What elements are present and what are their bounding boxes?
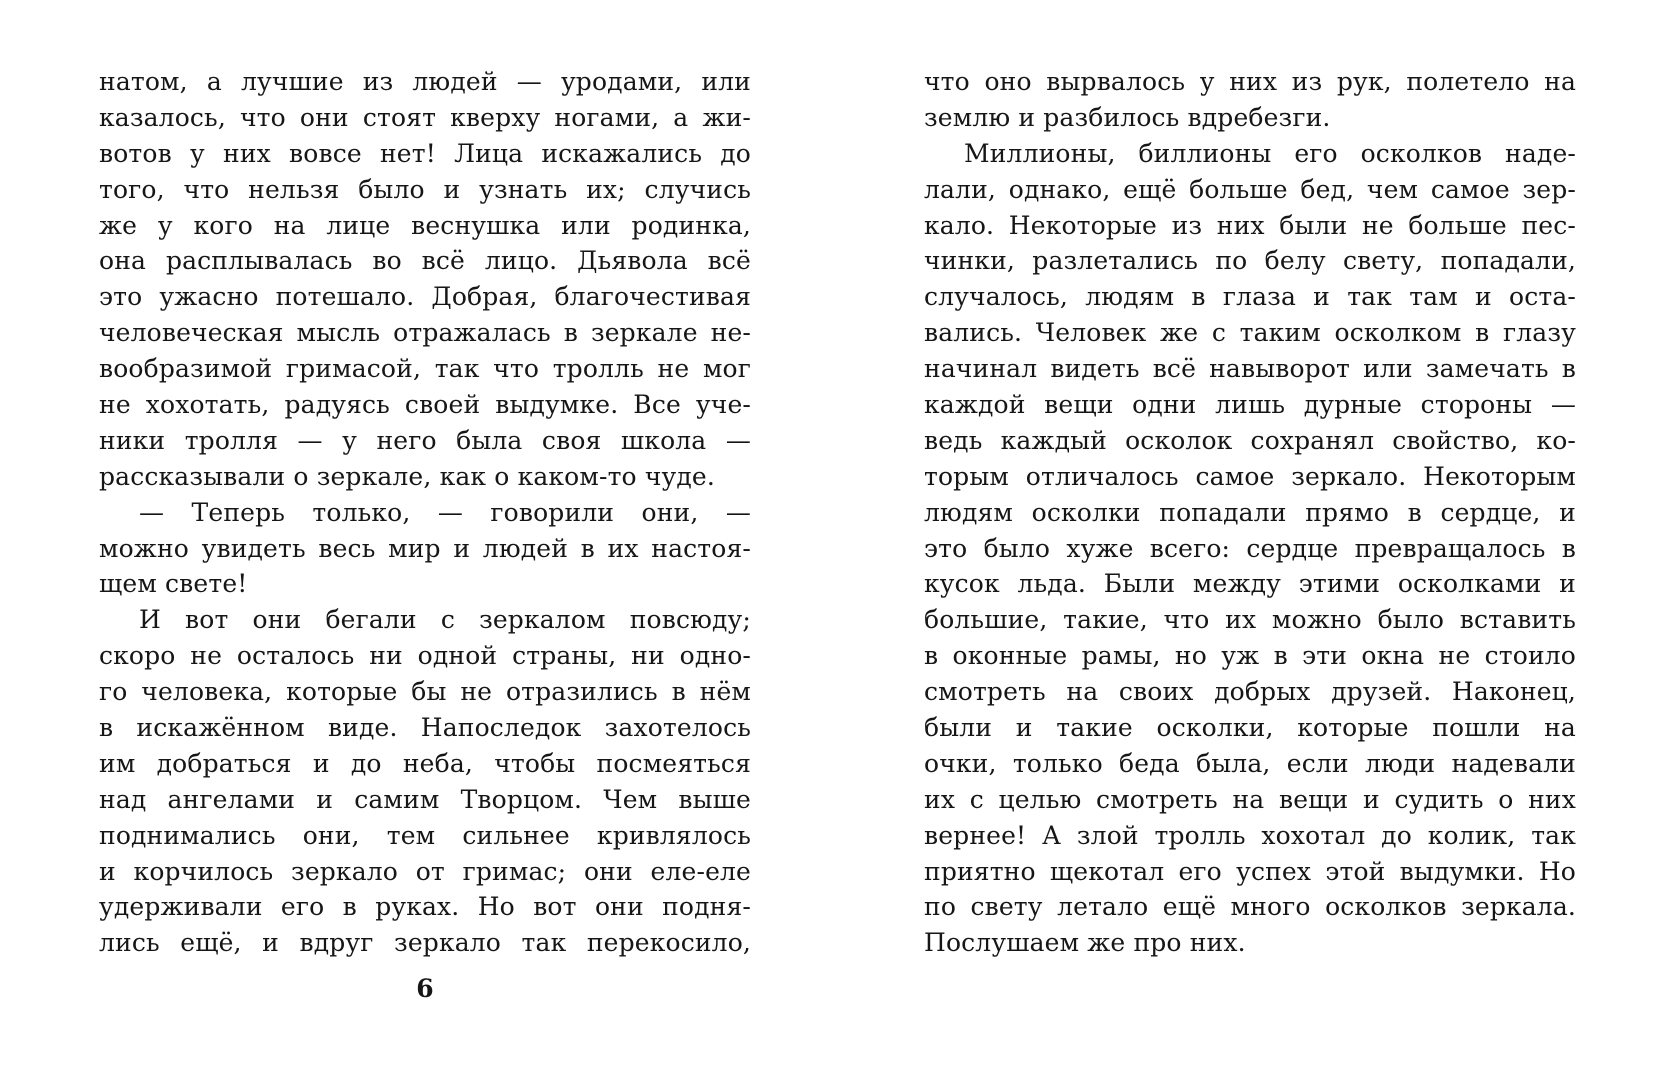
text-line: — Теперь только, — говорили они, — [139, 497, 751, 527]
text-line: чинки, разлетались по белу свету, попадали, [924, 246, 1576, 276]
text-line: и корчилось зеркало от гримас; они еле-еле [99, 856, 751, 886]
text-line: ники тролля — у него была своя школа — [99, 425, 751, 455]
text-line: Послушаем же про них. [924, 928, 1246, 958]
text-line: поднимались они, тем сильнее кривлялось [99, 820, 751, 850]
text-line: ведь каждый осколок сохранял свойство, ко- [924, 425, 1576, 455]
text-line: что оно вырвалось у них из рук, полетело на [924, 67, 1576, 96]
text-line: не хохотать, радуясь своей выдумке. Все уче- [99, 390, 751, 420]
text-line: им добраться и до неба, чтобы посмеяться [99, 748, 751, 778]
text-line: казалось, что они стоят кверху ногами, а жи- [99, 102, 751, 132]
text-line: людям осколки попадали прямо в сердце, и [924, 497, 1576, 527]
text-line: человеческая мысль отражалась в зеркале не- [99, 318, 751, 348]
text-line: приятно щекотал его успех этой выдумки. Но [924, 856, 1576, 886]
text-line: удерживали его в руках. Но вот они подня- [99, 892, 751, 922]
text-line: щем свете! [99, 569, 248, 599]
text-line: кало. Некоторые из них были не больше пес- [924, 210, 1576, 240]
text-line: вернее! А злой тролль хохотал до колик, так [924, 820, 1576, 850]
text-line: рассказывали о зеркале, как о каком-то чуде. [99, 461, 715, 491]
text-line: в оконные рамы, но уж в эти окна не стоило [924, 641, 1576, 671]
text-line: она расплывалась во всё лицо. Дьявола всё [99, 246, 751, 276]
text-line: очки, только беда была, если люди надевали [924, 748, 1576, 778]
text-line: кусок льда. Были между этими осколками и [924, 569, 1576, 599]
text-line: И вот они бегали с зеркалом повсюду; [139, 605, 751, 635]
text-line: же у кого на лице веснушка или родинка, [99, 210, 751, 240]
text-line: вообразимой гримасой, так что тролль не мог [99, 354, 751, 384]
text-line: смотреть на своих добрых друзей. Наконец, [924, 677, 1576, 707]
text-line: были и такие осколки, которые пошли на [924, 713, 1576, 743]
right-page-text [924, 64, 1576, 961]
text-line: землю и разбилось вдребезги. [924, 102, 1331, 132]
text-line: натом, а лучшие из людей — уродами, или [99, 67, 751, 96]
text-line: их с целью смотреть на вещи и судить о них [924, 784, 1576, 814]
text-line: по свету летало ещё много осколков зеркала. [924, 892, 1576, 922]
text-line: каждой вещи одни лишь дурные стороны — [924, 390, 1576, 420]
text-line: торым отличалось самое зеркало. Некоторым [924, 461, 1576, 491]
text-line: начинал видеть всё навыворот или замечать в [924, 354, 1576, 384]
text-line: это было хуже всего: сердце превращалось в [924, 533, 1576, 563]
text-line: в искажённом виде. Напоследок захотелось [99, 713, 751, 743]
text-line: скоро не осталось ни одной страны, ни одно- [99, 641, 751, 671]
text-line: случалось, людям в глаза и так там и оста- [924, 282, 1576, 312]
left-page-text [99, 64, 751, 961]
text-line: лали, однако, ещё больше бед, чем самое зер- [924, 174, 1576, 204]
text-line: над ангелами и самим Творцом. Чем выше [99, 784, 751, 814]
text-line: можно увидеть весь мир и людей в их настоя- [99, 533, 751, 563]
text-line: большие, такие, что их можно было вставить [924, 605, 1576, 635]
page-number: 6 [416, 974, 434, 1003]
text-line: Миллионы, биллионы его осколков наде- [964, 138, 1576, 168]
text-line: это ужасно потешало. Добрая, благочестивая [99, 282, 751, 312]
text-line: вотов у них вовсе нет! Лица искажались до [99, 138, 751, 168]
text-line: го человека, которые бы не отразились в нём [99, 677, 751, 707]
text-line: вались. Человек же с таким осколком в глазу [924, 318, 1576, 348]
text-line: того, что нельзя было и узнать их; случись [99, 174, 751, 204]
text-line: лись ещё, и вдруг зеркало так перекосило, [99, 928, 751, 958]
